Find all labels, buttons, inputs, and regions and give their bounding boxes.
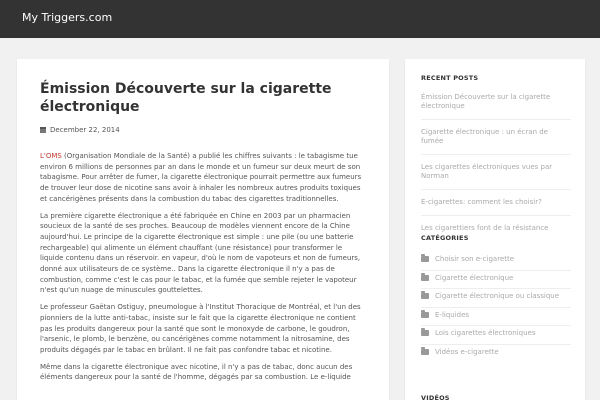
post-paragraph-text: (Organisation Mondiale de la Santé) a publié les chiffres suivants : le tabagisme tue environ 6 millions de personnes par an dans le monde et un fumeur sur deux meurt de son tabagisme. Pour arrêter de fumer, la cigarette électronique pourrait permettre aux fumeurs de trouver leur dose de nicotine sans avoir à inhaler les nombreux autres produits toxiques et cancérigènes présents dans la combustion du tabac des cigarettes traditionnelles.: [40, 152, 362, 203]
categories-title: CATÉGORIES: [421, 234, 469, 242]
recent-post-link[interactable]: Les cigarettes électroniques vues par Norman: [421, 163, 571, 190]
category-link[interactable]: [421, 308, 571, 327]
post-date[interactable]: December 22, 2014: [50, 126, 120, 134]
post-paragraph: Le professeur Gaëtan Ostiguy, pneumologue à l'Institut Thoracique de Montréal, et l'un des pionniers de la lutte anti-tabac, insiste sur le fait que la cigarette électronique ne contient pas les produits dangereux pour la santé que sont le monoxyde de carbone, le goudron, l'arsenic, le plomb, le benzène, ou cancérigènes comme notamment la nitrosamine, des produits dégagés par le tabac en brûlant. Il ne fait pas confondre tabac et nicotine.: [40, 303, 361, 354]
oms-link[interactable]: L'OMS: [40, 152, 62, 160]
categories-list: [421, 252, 571, 363]
category-label: Choisir son e-cigarette: [435, 255, 515, 263]
calendar-icon: [40, 127, 46, 133]
category-label: E-liquides: [435, 310, 470, 319]
recent-posts-list: [421, 93, 571, 249]
folder-icon: [421, 293, 429, 299]
folder-icon: [421, 312, 429, 318]
post-content: [40, 151, 362, 389]
category-label: Lois cigarettes électroniques: [435, 329, 536, 337]
category-label: Cigarette électronique ou classique: [435, 292, 560, 300]
category-link[interactable]: [421, 326, 571, 345]
recent-posts-title: RECENT POSTS: [421, 74, 479, 82]
recent-post-link[interactable]: Émission Découverte sur la cigarette électronique: [421, 93, 571, 120]
category-label: Vidéos e-cigarette: [435, 347, 499, 356]
category-link[interactable]: [421, 271, 571, 290]
recent-post-link[interactable]: E-cigarettes: comment les choisir?: [421, 198, 571, 216]
category-label: Cigarette électronique: [435, 273, 514, 282]
post-paragraph: Même dans la cigarette électronique avec nicotine, il n'y a pas de tabac, donc aucun des éléments dangereux pour la santé de l'homme, dégagés par sa combustion. Le e-liquide: [40, 362, 353, 382]
post-paragraph: [40, 151, 362, 205]
post-title[interactable]: Émission Découverte sur la cigarette électronique: [40, 81, 332, 115]
post-meta: [40, 126, 120, 134]
site-title-link[interactable]: My Triggers.com: [22, 11, 113, 24]
folder-icon: [421, 330, 429, 336]
recent-post-link[interactable]: Les cigarettiers font de la résistance: [421, 224, 549, 232]
category-link[interactable]: [421, 252, 571, 271]
folder-icon: [421, 256, 429, 262]
folder-icon: [421, 275, 429, 281]
videos-title: VIDÉOS: [421, 394, 450, 400]
category-link[interactable]: [421, 345, 571, 364]
post-paragraph: La première cigarette électronique a été fabriquée en Chine en 2003 par un pharmacien soucieux de la santé de ses proches. Beaucoup de modèles viennent encore de la Chine aujourd'hui. Le principe de la cigarette électronique est simple : une pile (ou une batterie rechargeable) qui alimente un élément chauffant (une résistance) pour transformer le liquide contenu dans un réservoir. en vapeur, d'où le nom de vapoteurs et non de fumeurs, donné aux utilisateurs de ce système.. Dans la cigarette électronique il n'y a pas de combustion, comme c'est le cas pour le tabac, et la fumée que semble rejeter le vapoteur n'est qu'un nuage de minuscules gouttelettes.: [40, 211, 361, 295]
recent-post-link[interactable]: Cigarette électronique : un écran de fumée: [421, 128, 571, 155]
folder-icon: [421, 349, 429, 355]
category-link[interactable]: [421, 289, 571, 308]
top-bar: [0, 0, 600, 38]
